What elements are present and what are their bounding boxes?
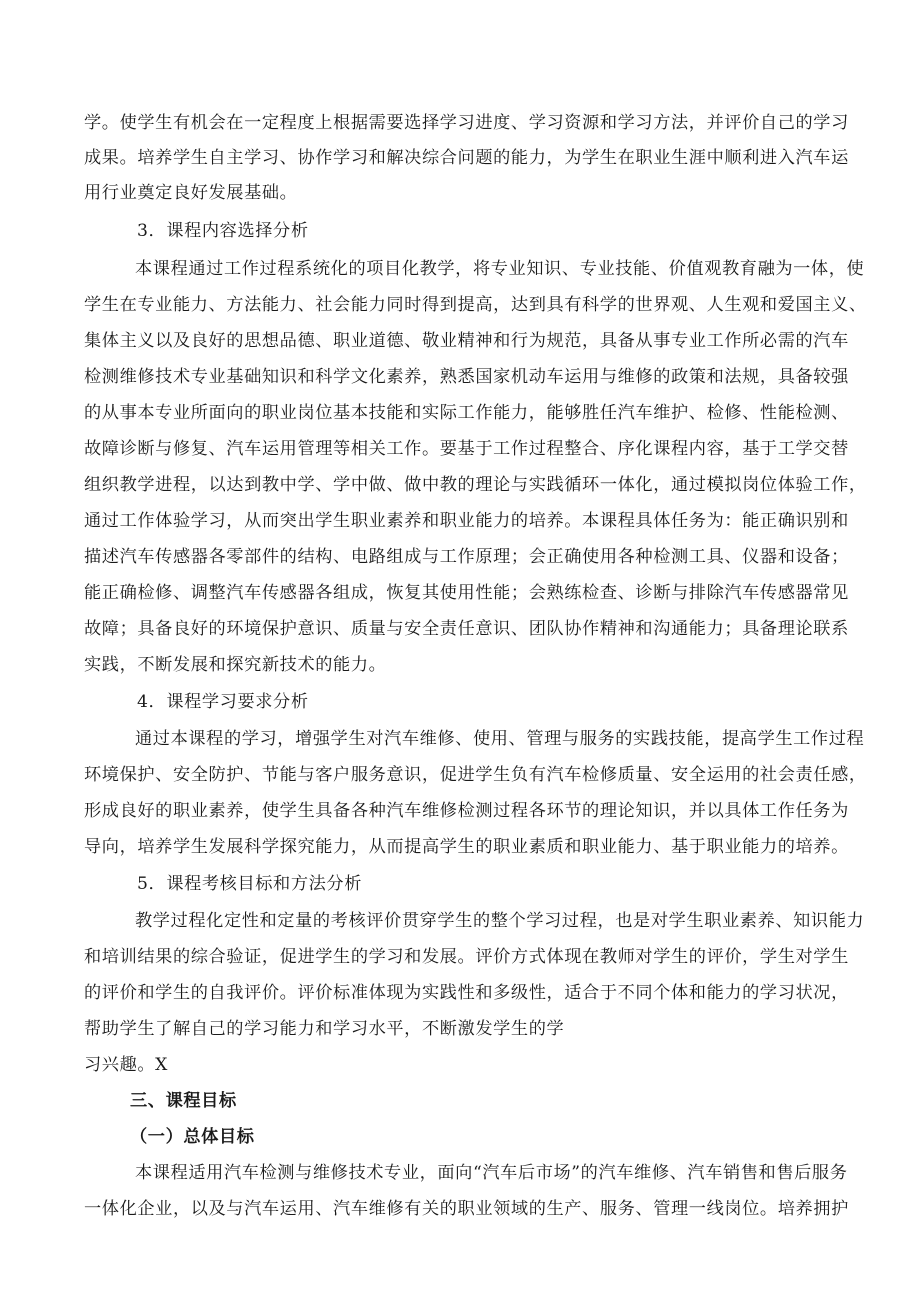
paragraph-line: 习兴趣。X <box>84 1055 168 1075</box>
paragraph-line: 通过本课程的学习，增强学生对汽车维修、使用、管理与服务的实践技能，提高学生工作过程 <box>135 729 865 749</box>
paragraph-line: 环境保护、安全防护、节能与客户服务意识，促进学生负有汽车检修质量、安全运用的社会责任感， <box>84 765 867 785</box>
paragraph-line: 的从事本专业所面向的职业岗位基本技能和实际工作能力，能够胜任汽车维护、检修、性能检测、 <box>84 403 849 423</box>
section-heading: 4．课程学习要求分析 <box>137 692 309 712</box>
paragraph-line: 教学过程化定性和定量的考核评价贯穿学生的整个学习过程，也是对学生职业素养、知识能力 <box>135 911 865 931</box>
paragraph-line: 的评价和学生的自我评价。评价标准体现为实践性和多级性，适合于不同个体和能力的学习状况， <box>84 983 849 1003</box>
paragraph-line: 导向，培养学生发展科学探究能力，从而提高学生的职业素质和职业能力、基于职业能力的培养。 <box>84 837 849 857</box>
paragraph-line: 能正确检修、调整汽车传感器各组成，恢复其使用性能；会熟练检查、诊断与排除汽车传感器常见 <box>84 583 849 603</box>
paragraph-line: 形成良好的职业素养，使学生具备各种汽车维修检测过程各环节的理论知识，并以具体工作任务为 <box>84 801 849 821</box>
paragraph-line: 和培训结果的综合验证，促进学生的学习和发展。评价方式体现在教师对学生的评价，学生对学生 <box>84 947 849 967</box>
paragraph-line: 一体化企业，以及与汽车运用、汽车维修有关的职业领域的生产、服务、管理一线岗位。培养拥护 <box>84 1199 849 1219</box>
paragraph-line: 学生在专业能力、方法能力、社会能力同时得到提高，达到具有科学的世界观、人生观和爱国主义、 <box>84 295 867 315</box>
section-heading: 3．课程内容选择分析 <box>137 221 309 241</box>
paragraph-line: 成果。培养学生自主学习、协作学习和解决综合问题的能力，为学生在职业生涯中顺利进入汽车运 <box>84 148 849 168</box>
paragraph-line: 学。使学生有机会在一定程度上根据需要选择学习进度、学习资源和学习方法，并评价自己的学习 <box>84 113 849 133</box>
paragraph-line: 实践，不断发展和探究新技术的能力。 <box>84 655 387 675</box>
chapter-heading: 三、课程目标 <box>130 1091 237 1111</box>
paragraph-line: 用行业奠定良好发展基础。 <box>84 183 298 203</box>
paragraph-line: 集体主义以及良好的思想品德、职业道德、敬业精神和行为规范，具备从事专业工作所必需的汽车 <box>84 331 849 351</box>
paragraph-line: 帮助学生了解自己的学习能力和学习水平，不断激发学生的学 <box>84 1019 565 1039</box>
paragraph-line: 故障；具备良好的环境保护意识、质量与安全责任意识、团队协作精神和沟通能力；具备理论联系 <box>84 619 849 639</box>
paragraph-line: 本课程通过工作过程系统化的项目化教学，将专业知识、专业技能、价值观教育融为一体，使 <box>135 259 865 279</box>
subsection-heading: （一）总体目标 <box>130 1127 255 1147</box>
paragraph-line: 通过工作体验学习，从而突出学生职业素养和职业能力的培养。本课程具体任务为：能正确识别和 <box>84 511 849 531</box>
paragraph-line: 检测维修技术专业基础知识和科学文化素养，熟悉国家机动车运用与维修的政策和法规，具备较强 <box>84 367 849 387</box>
section-heading: 5．课程考核目标和方法分析 <box>137 874 362 894</box>
paragraph-line: 描述汽车传感器各零部件的结构、电路组成与工作原理；会正确使用各种检测工具、仪器和设备； <box>84 547 849 567</box>
paragraph-line: 故障诊断与修复、汽车运用管理等相关工作。要基于工作过程整合、序化课程内容，基于工学交替 <box>84 439 849 459</box>
paragraph-line: 本课程适用汽车检测与维修技术专业，面向“汽车后市场”的汽车维修、汽车销售和售后服务 <box>135 1163 848 1183</box>
paragraph-line: 组织教学进程，以达到教中学、学中做、做中教的理论与实践循环一体化，通过模拟岗位体验工作， <box>84 475 867 495</box>
